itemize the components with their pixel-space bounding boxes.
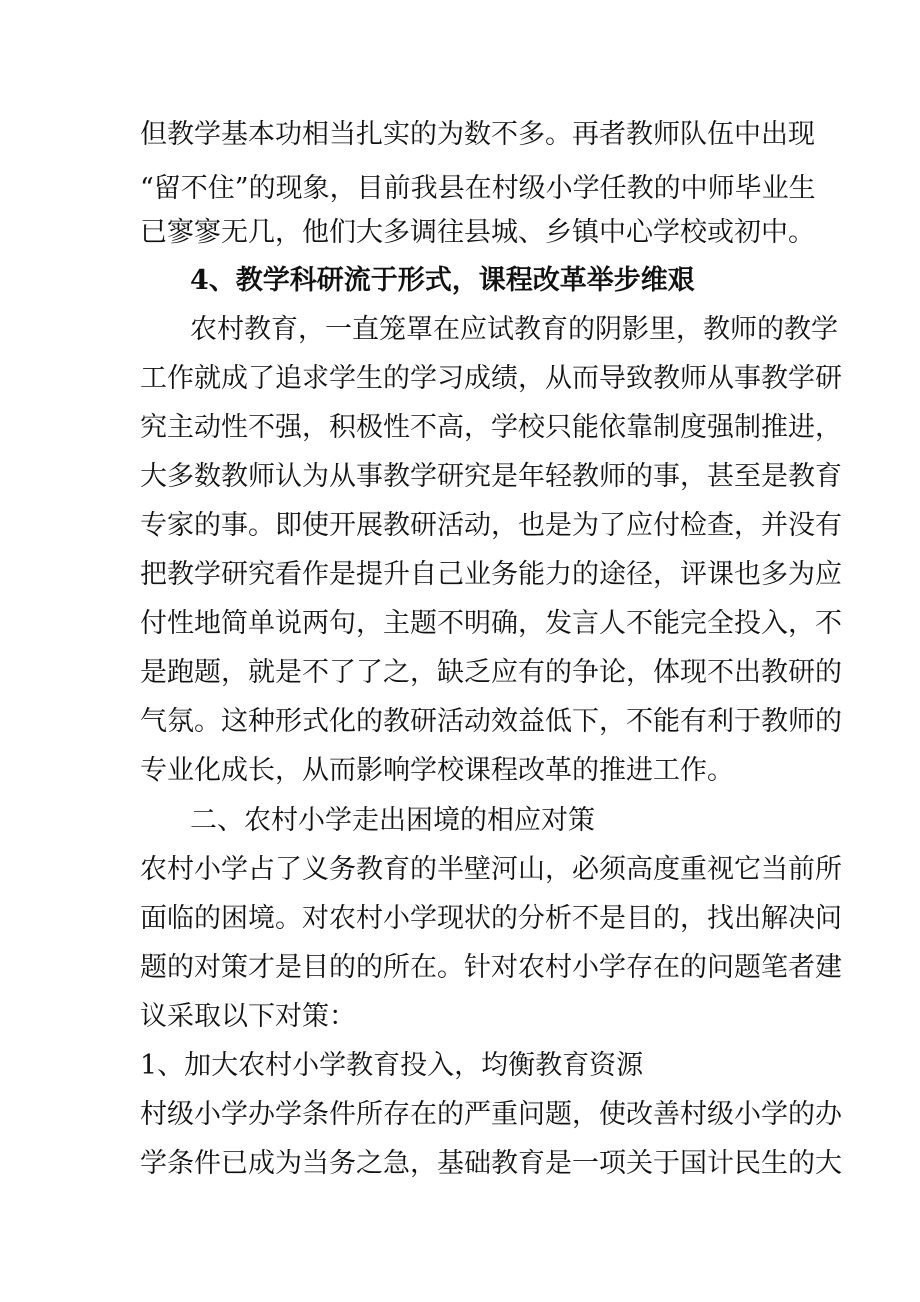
- body-text-line: 把教学研究看作是提升自己业务能力的途径，评课也多为应: [140, 559, 842, 590]
- body-text-line: 专家的事。即使开展教研活动，也是为了应付检查，并没有: [140, 510, 842, 541]
- body-text-line: 农村小学占了义务教育的半壁河山，必须高度重视它当前所: [140, 854, 842, 885]
- body-text-line: 是跑题，就是不了了之，缺乏应有的争论，体现不出教研的: [140, 657, 842, 688]
- body-text-line: “留不住”的现象，目前我县在村级小学任教的中师毕业生: [140, 173, 816, 204]
- body-text-line: 大多数教师认为从事教学研究是年轻教师的事，甚至是教育: [140, 461, 842, 492]
- body-text-line: 已寥寥无几，他们大多调往县城、乡镇中心学校或初中。: [140, 217, 815, 248]
- body-text-line: 题的对策才是目的的所在。针对农村小学存在的问题笔者建: [140, 952, 842, 983]
- body-text-line: 学条件已成为当务之急，基础教育是一项关于国计民生的大: [140, 1148, 842, 1179]
- body-text-line: 工作就成了追求学生的学习成绩，从而导致教师从事教学研: [140, 363, 842, 394]
- body-text-line: 付性地简单说两句，主题不明确，发言人不能完全投入，不: [140, 608, 842, 639]
- section-heading-2: 二、农村小学走出困境的相应对策: [190, 805, 595, 836]
- body-text-line: 究主动性不强，积极性不高，学校只能依靠制度强制推进，: [140, 412, 842, 443]
- body-text-line: 村级小学办学条件所存在的严重问题，使改善村级小学的办: [140, 1099, 842, 1130]
- body-text-line: 但教学基本功相当扎实的为数不多。再者教师队伍中出现: [140, 119, 815, 150]
- body-text-line: 面临的困境。对农村小学现状的分析不是目的，找出解决问: [140, 903, 842, 934]
- section-heading-4: 4、教学科研流于形式，课程改革举步维艰: [190, 265, 695, 296]
- body-text-line: 专业化成长，从而影响学校课程改革的推进工作。: [140, 755, 734, 786]
- body-text-line: 农村教育，一直笼罩在应试教育的阴影里，教师的教学: [190, 314, 838, 345]
- subsection-heading-1: 1、加大农村小学教育投入，均衡教育资源: [140, 1050, 644, 1081]
- body-text-line: 气氛。这种形式化的教研活动效益低下，不能有利于教师的: [140, 706, 842, 737]
- body-text-line: 议采取以下对策：: [140, 1001, 356, 1032]
